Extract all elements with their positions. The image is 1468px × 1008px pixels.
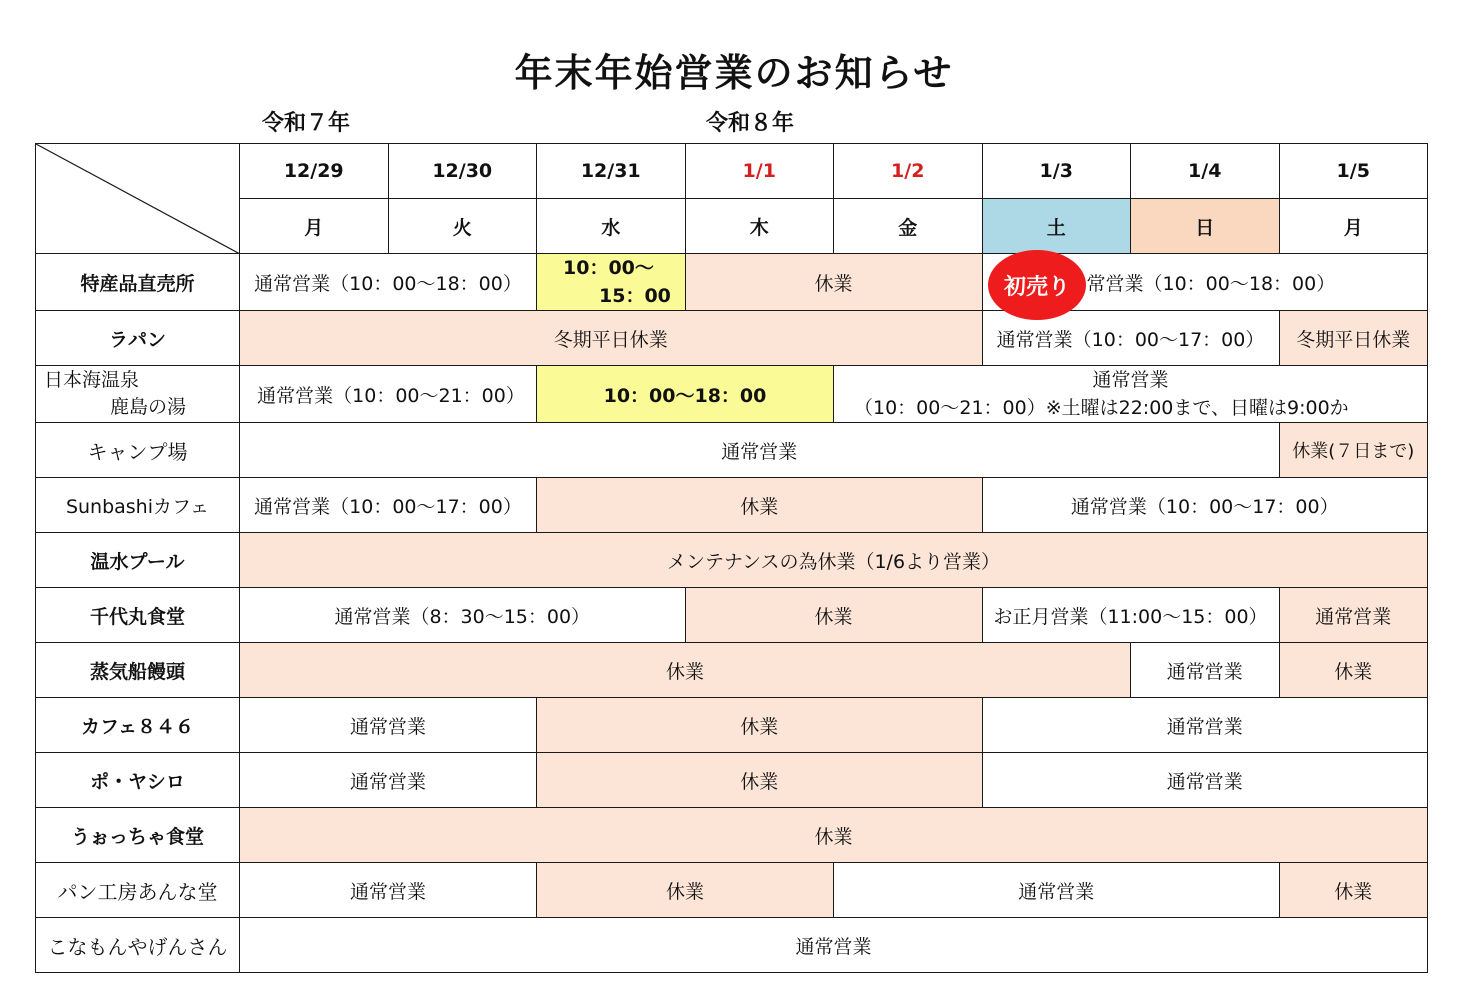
table-row	[36, 311, 1428, 366]
date-cell: 12/29	[240, 144, 389, 199]
facility-name-line2: 鹿島の湯	[110, 396, 187, 418]
weekday-cell-saturday: 土	[982, 199, 1131, 254]
facility-name: カフェ８４６	[36, 698, 240, 753]
schedule-line2: （10：00～21：00）※土曜は22:00まで、日曜は9:00か	[854, 397, 1349, 419]
schedule-line1: 通常営業	[1092, 369, 1169, 391]
facility-name-line1: 日本海温泉	[44, 369, 140, 391]
table-row	[36, 254, 1428, 311]
first-sale-badge: 初売り	[988, 250, 1086, 320]
schedule-cell-closed: 休業	[1279, 863, 1428, 918]
era-label-2025: 令和７年	[262, 111, 351, 136]
schedule-cell: お正月営業（11:00～15：00）	[982, 588, 1279, 643]
facility-name: 特産品直売所	[36, 254, 240, 311]
table-row	[36, 808, 1428, 863]
table-row	[36, 753, 1428, 808]
schedule-cell-closed: 休業	[685, 588, 982, 643]
table-row	[36, 863, 1428, 918]
schedule-cell	[834, 366, 1428, 423]
date-cell: 12/30	[388, 144, 537, 199]
weekday-cell: 月	[240, 199, 389, 254]
schedule-cell: 通常営業	[1131, 643, 1280, 698]
corner-cell	[36, 144, 240, 254]
schedule-cell-closed: 冬期平日休業	[1279, 311, 1428, 366]
table-row	[36, 643, 1428, 698]
facility-name: キャンプ場	[36, 423, 240, 478]
facility-name: Sunbashiカフェ	[36, 478, 240, 533]
special-hours-line1: 10：00～	[563, 257, 654, 279]
facility-name: 温水プール	[36, 533, 240, 588]
schedule-cell-closed: 通常営業	[1279, 588, 1428, 643]
era-label-2026: 令和８年	[706, 111, 795, 136]
schedule-cell: 通常営業	[982, 698, 1428, 753]
table-row	[36, 366, 1428, 423]
schedule-cell: 通常営業	[240, 423, 1280, 478]
schedule-cell-closed: 冬期平日休業	[240, 311, 983, 366]
schedule-cell: 通常営業	[982, 753, 1428, 808]
date-cell: 1/5	[1279, 144, 1428, 199]
date-cell: 1/3	[982, 144, 1131, 199]
table-row	[36, 698, 1428, 753]
weekday-cell: 水	[537, 199, 686, 254]
schedule-cell-closed: 休業	[240, 808, 1428, 863]
schedule-cell-closed: メンテナンスの為休業（1/6より営業）	[240, 533, 1428, 588]
schedule-cell-closed: 休業	[537, 478, 983, 533]
table-row	[36, 478, 1428, 533]
facility-name: パン工房あんな堂	[36, 863, 240, 918]
facility-name: ラパン	[36, 311, 240, 366]
date-cell-holiday: 1/1	[685, 144, 834, 199]
schedule-cell: 通常営業	[834, 863, 1280, 918]
schedule-cell: 通常営業（10：00～17：00）	[240, 478, 537, 533]
date-cell-holiday: 1/2	[834, 144, 983, 199]
facility-name: ポ・ヤシロ	[36, 753, 240, 808]
weekday-cell: 金	[834, 199, 983, 254]
weekday-cell: 月	[1279, 199, 1428, 254]
schedule-cell-closed: 休業	[537, 753, 983, 808]
schedule-cell-closed: 休業	[537, 863, 834, 918]
date-cell: 12/31	[537, 144, 686, 199]
schedule-cell: 通常営業（10：00～21：00）	[240, 366, 537, 423]
schedule-cell: 通常営業（8：30～15：00）	[240, 588, 686, 643]
weekday-row	[36, 199, 1428, 254]
table-row	[36, 918, 1428, 973]
schedule-cell: 通常営業（10：00～17：00）	[982, 311, 1279, 366]
facility-name: 蒸気船饅頭	[36, 643, 240, 698]
date-row	[36, 144, 1428, 199]
date-cell: 1/4	[1131, 144, 1280, 199]
weekday-cell: 火	[388, 199, 537, 254]
schedule-cell-closed: 休業	[1279, 643, 1428, 698]
diagonal-line	[36, 144, 240, 254]
schedule-cell: 通常営業	[240, 753, 537, 808]
special-hours-line2: 15：00	[599, 285, 671, 307]
facility-name	[36, 366, 240, 423]
facility-name: 千代丸食堂	[36, 588, 240, 643]
schedule-cell-closed: 休業	[537, 698, 983, 753]
table-row	[36, 588, 1428, 643]
schedule-cell: 常営業（10：00～18：00）	[982, 254, 1428, 311]
schedule-cell-closed: 休業	[240, 643, 1131, 698]
schedule-cell: 通常営業	[240, 698, 537, 753]
schedule-cell: 通常営業（10：00～17：00）	[982, 478, 1428, 533]
page-title: 年末年始営業のお知らせ	[514, 51, 954, 95]
schedule-cell: 通常営業（10：00～18：00）	[240, 254, 537, 311]
weekday-cell: 木	[685, 199, 834, 254]
schedule-cell-closed: 休業	[685, 254, 982, 311]
schedule-cell-special	[537, 254, 686, 311]
schedule-cell-special: 10：00～18：00	[537, 366, 834, 423]
schedule-cell: 通常営業	[240, 863, 537, 918]
schedule-table	[35, 143, 1428, 973]
table-row	[36, 533, 1428, 588]
facility-name: こなもんやげんさん	[36, 918, 240, 973]
schedule-cell: 通常営業	[240, 918, 1428, 973]
table-row	[36, 423, 1428, 478]
weekday-cell-sunday: 日	[1131, 199, 1280, 254]
facility-name: うぉっちゃ食堂	[36, 808, 240, 863]
schedule-cell-closed: 休業(７日まで)	[1279, 423, 1428, 478]
